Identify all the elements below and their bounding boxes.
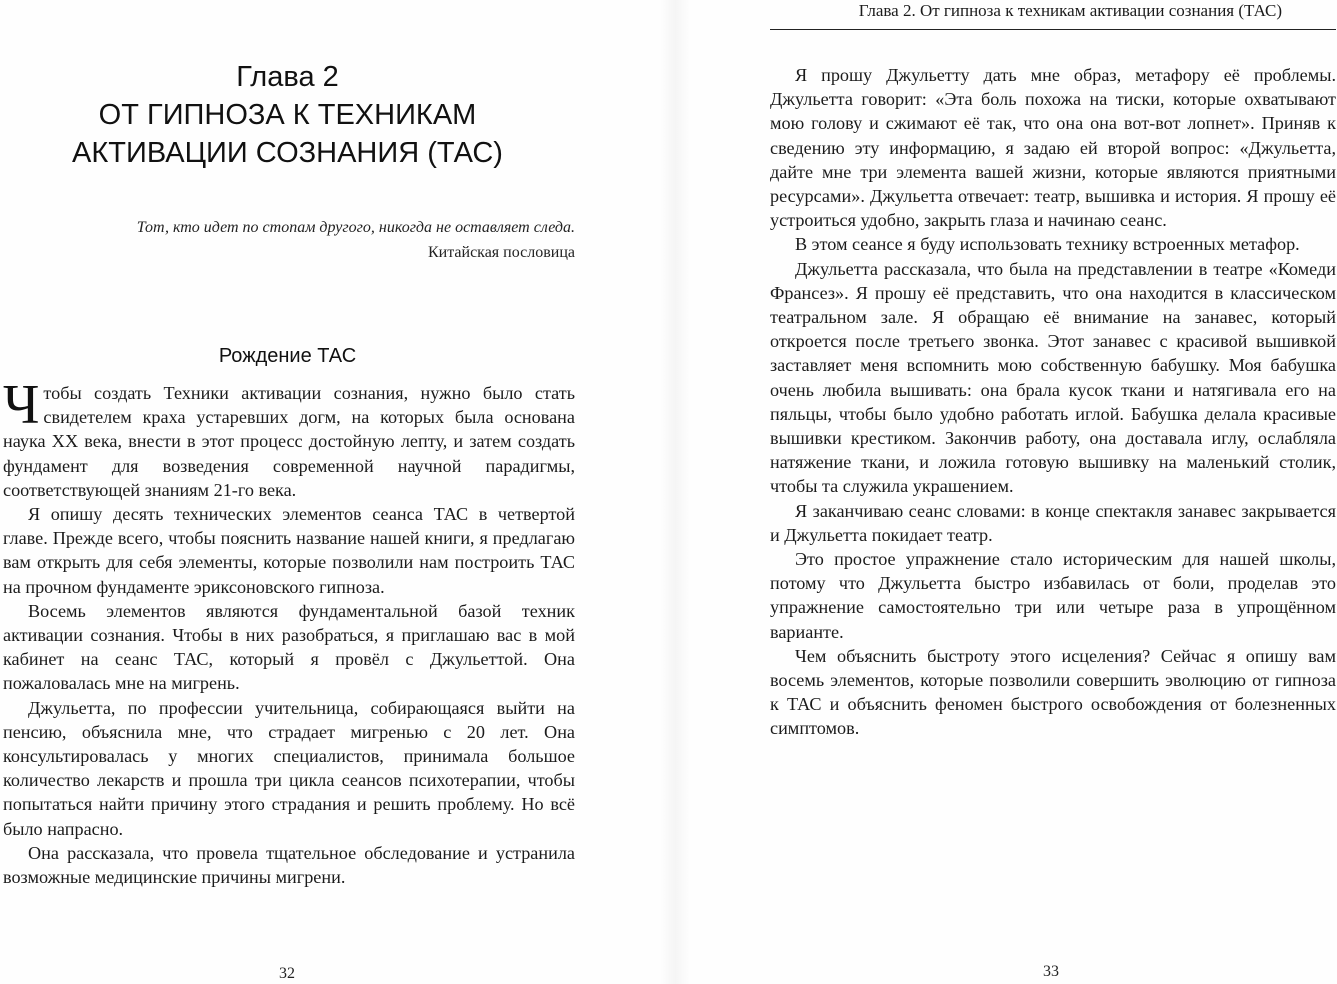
- paragraph: Я прошу Джульетту дать мне образ, метафору её проблемы. Джульетта говорит: «Эта боль похожа на тиски, которые охватывают мою голову и сжимают её так, что она она вот-вот лопнет». Приняв к сведению эту информацию, я задаю ей второй вопрос: «Джульетта, дайте мне три элемента вашей жизни, которые являются приятными ресурсами». Джульетта отвечает: театр, вышивка и история. Я прошу её устроиться удобно, закрыть глаза и начинаю сеанс.: [770, 65, 1336, 231]
- paragraph: [3, 374, 575, 502]
- paragraph: Джульетта рассказала, что была на представлении в театре «Комеди Франсез». Я прошу её представить, что она находится в классическом театральном зале. Я обращаю её внимание на занавес, который откроется после третьего звонка. Этот занавес с красивой вышивкой заставляет меня вспомнить мою собственную бабушку. Моя бабушка очень любила вышивать: она брала кусок ткани и натягивала его на пяльцы, чтобы было удобно работать иглой. Бабушка делала красивые вышивки крестиком. Закончив работу, она доставала иглу, ослабляла натяжение ткани, и ложила готовую вышивку на маленький столик, чтобы та служила украшением.: [770, 258, 1336, 497]
- paragraph: Восемь элементов являются фундаментальной базой техник активации сознания. Чтобы в них разобраться, я приглашаю вас в мой кабинет на сеанс ТАС, который я провёл с Джульеттой. Она пожаловалась мне на мигрень.: [3, 600, 575, 694]
- paragraph-text: тобы создать Техники активации сознания, нужно было стать свидетелем краха устаревших догм, на которых была основана наука XX века, внести в этот процесс достойную лепту, и затем создать фундамент для возведения современной научной парадигмы, соответствующей знаниям 21-го века.: [3, 383, 575, 500]
- left-page-body: [3, 374, 575, 889]
- paragraph: Я заканчиваю сеанс словами: в конце спектакля занавес закрывается и Джульетта покидает театр.: [770, 500, 1336, 545]
- drop-cap: Ч: [3, 374, 40, 436]
- page-number-left: 32: [279, 965, 295, 982]
- chapter-title-line-1: ОТ ГИПНОЗА К ТЕХНИКАМ: [98, 99, 477, 131]
- chapter-label: Глава 2: [236, 61, 339, 93]
- chapter-heading: [0, 58, 575, 172]
- epigraph: [0, 215, 575, 265]
- section-title: Рождение ТАС: [218, 345, 357, 367]
- paragraph: Я опишу десять технических элементов сеанса ТАС в четвертой главе. Прежде всего, чтобы пояснить название нашей книги, я предлагаю вам открыть для себя элементы, которые позволили нам построить ТАС на прочном фундаменте эриксоновского гипноза.: [3, 504, 575, 597]
- paragraph: Она рассказала, что провела тщательное обследование и устранила возможные медицинские причины мигрени.: [3, 842, 575, 888]
- epigraph-source: Китайская пословица: [427, 244, 575, 261]
- running-header: Глава 2. От гипноза к техникам активации сознания (ТАС): [770, 0, 1336, 30]
- paragraph: Джульетта, по профессии учительница, собирающаяся выйти на пенсию, объяснила мне, что страдает мигренью с 20 лет. Она консультировалась у многих специалистов, принимала большое количество лекарств и прошла три цикла сеансов психотерапии, чтобы попытаться найти причину этого страдания и решить проблему. Но всё было напрасно.: [3, 697, 575, 839]
- page-number-right: 33: [1043, 963, 1059, 980]
- chapter-title-line-2: АКТИВАЦИИ СОЗНАНИЯ (ТАС): [72, 137, 503, 169]
- epigraph-quote: Тот, кто идет по стопам другого, никогда не оставляет следа.: [136, 219, 575, 236]
- left-page: [0, 0, 590, 984]
- paragraph: Это простое упражнение стало историческим для нашей школы, потому что Джульетта быстро избавилась от боли, проделав это упражнение самостоятельно три или четыре раза в упрощённом варианте.: [770, 549, 1336, 642]
- right-page-body: [770, 63, 1336, 741]
- paragraph: В этом сеансе я буду использовать технику встроенных метафор.: [795, 234, 1300, 255]
- book-gutter: [660, 0, 690, 984]
- right-page: [745, 0, 1337, 984]
- paragraph: Чем объяснить быстроту этого исцеления? Сейчас я опишу вам восемь элементов, которые позволили совершить эволюцию от гипноза к ТАС и объяснить феномен быстрого освобождения от болезненных симптомов.: [770, 645, 1336, 739]
